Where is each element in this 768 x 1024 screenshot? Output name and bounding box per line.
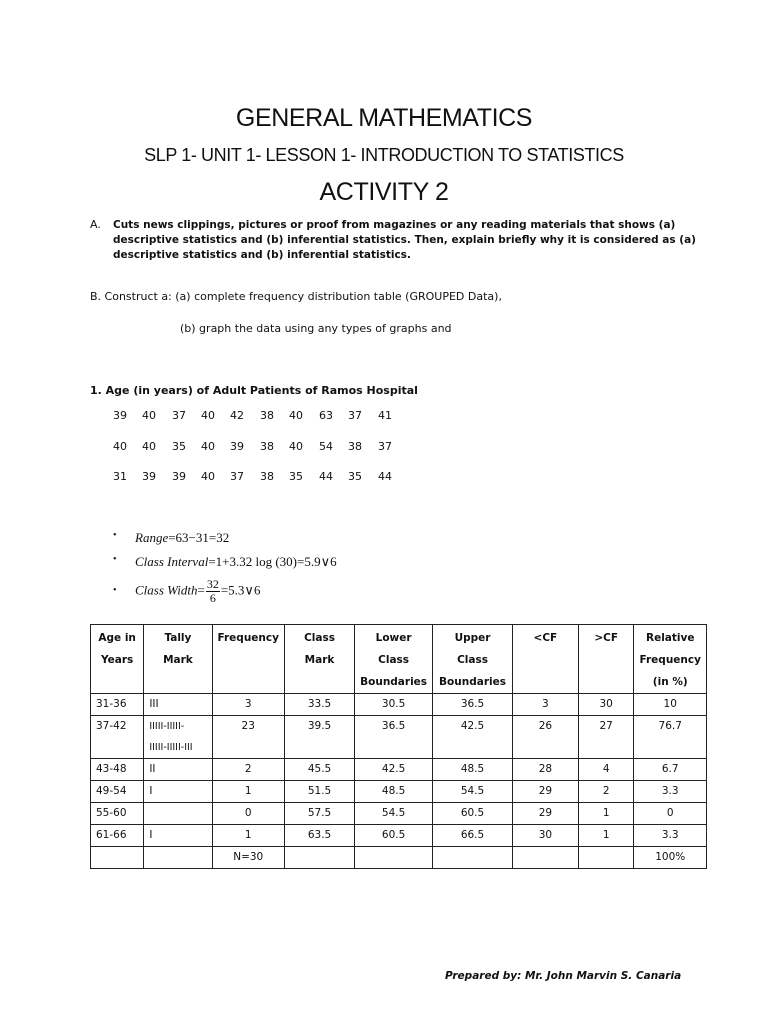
table-row — [91, 759, 707, 781]
table-cell: 29 — [512, 781, 578, 803]
instruction-b-line1: B. Construct a: (a) complete frequency distribution table (GROUPED Data), — [90, 290, 502, 303]
data-value: 40 — [201, 470, 215, 483]
table-cell: 10 — [634, 694, 707, 716]
table-cell: IIIII-IIIII- IIIII-IIIII-III — [144, 716, 212, 759]
table-row — [91, 825, 707, 847]
table-cell: 49-54 — [91, 781, 144, 803]
formula-expression: =1+3.32 log ⁡(30)=5.9∨6 — [208, 554, 337, 569]
header-frequency: Frequency — [212, 625, 284, 694]
table-cell — [433, 847, 513, 869]
formula-label: Class Width — [135, 582, 198, 598]
header-tally: Tally Mark — [144, 625, 212, 694]
table-cell: 3 — [212, 694, 284, 716]
table-cell: 60.5 — [433, 803, 513, 825]
table-cell: 66.5 — [433, 825, 513, 847]
bullet-icon: • — [113, 585, 117, 596]
table-cell: 36.5 — [355, 716, 433, 759]
table-cell: 43-48 — [91, 759, 144, 781]
table-cell: 54.5 — [433, 781, 513, 803]
data-value: 31 — [113, 470, 127, 483]
activity-heading: ACTIVITY 2 — [319, 178, 449, 206]
total-relative-frequency: 100% — [634, 847, 707, 869]
table-cell: 36.5 — [433, 694, 513, 716]
table-cell — [355, 847, 433, 869]
document-title: GENERAL MATHEMATICS — [235, 104, 533, 132]
table-cell: 1 — [578, 803, 634, 825]
data-value: 40 — [142, 440, 156, 453]
table-cell — [91, 847, 144, 869]
table-row — [91, 781, 707, 803]
data-value: 63 — [319, 409, 333, 422]
table-cell: 28 — [512, 759, 578, 781]
table-cell: 30.5 — [355, 694, 433, 716]
table-cell: 30 — [512, 825, 578, 847]
header-greater-than-cf: >CF — [578, 625, 634, 694]
fraction-numerator: 32 — [206, 577, 219, 591]
instruction-b-line2: (b) graph the data using any types of graphs and — [180, 322, 452, 335]
data-value: 40 — [201, 440, 215, 453]
table-cell — [284, 847, 354, 869]
data-value: 41 — [378, 409, 392, 422]
fraction-denominator: 6 — [209, 591, 216, 605]
table-cell: 42.5 — [433, 716, 513, 759]
total-frequency: N=30 — [212, 847, 284, 869]
data-value: 38 — [260, 409, 274, 422]
table-cell: 39.5 — [284, 716, 354, 759]
table-row — [91, 803, 707, 825]
formula-equals: = — [197, 582, 205, 598]
data-value: 40 — [201, 409, 215, 422]
data-value: 39 — [230, 440, 244, 453]
table-header-row — [91, 625, 707, 694]
table-cell — [578, 847, 634, 869]
table-cell: 48.5 — [355, 781, 433, 803]
formula-expression: =5.3∨6 — [220, 582, 261, 598]
header-less-than-cf: <CF — [512, 625, 578, 694]
table-cell: 4 — [578, 759, 634, 781]
data-value: 37 — [348, 409, 362, 422]
data-value: 35 — [172, 440, 186, 453]
table-cell: III — [144, 694, 212, 716]
data-value: 35 — [348, 470, 362, 483]
header-upper-boundaries: Upper Class Boundaries — [433, 625, 513, 694]
formula-expression: =63−31=32 — [168, 530, 230, 545]
header-age: Age in Years — [91, 625, 144, 694]
table-cell: 3 — [512, 694, 578, 716]
table-cell: 0 — [634, 803, 707, 825]
table-cell: 51.5 — [284, 781, 354, 803]
table-cell: 1 — [212, 825, 284, 847]
table-cell: 3.3 — [634, 825, 707, 847]
table-row — [91, 716, 707, 759]
table-cell: 2 — [578, 781, 634, 803]
data-value: 40 — [142, 409, 156, 422]
data-value: 39 — [172, 470, 186, 483]
table-cell: 1 — [578, 825, 634, 847]
data-value: 42 — [230, 409, 244, 422]
prepared-by: Prepared by: Mr. John Marvin S. Canaria — [445, 970, 682, 982]
table-cell: 63.5 — [284, 825, 354, 847]
table-cell: 48.5 — [433, 759, 513, 781]
data-value: 40 — [289, 440, 303, 453]
table-cell: 6.7 — [634, 759, 707, 781]
data-value: 37 — [230, 470, 244, 483]
data-value: 37 — [172, 409, 186, 422]
instruction-a-text: Cuts news clippings, pictures or proof from magazines or any reading materials that shows (a) descriptive statistics and (b) inferential statistics. Then, explain briefly why it is considered as (a) descriptive statistics and (b) inferential statistics. — [113, 219, 696, 261]
table-cell — [144, 803, 212, 825]
data-value: 39 — [113, 409, 127, 422]
table-cell: 76.7 — [634, 716, 707, 759]
data-value: 44 — [378, 470, 392, 483]
table-cell: 42.5 — [355, 759, 433, 781]
table-cell: 23 — [212, 716, 284, 759]
table-cell: 29 — [512, 803, 578, 825]
table-cell: 26 — [512, 716, 578, 759]
header-lower-boundaries: Lower Class Boundaries — [355, 625, 433, 694]
bullet-icon: • — [113, 554, 117, 565]
fraction — [206, 578, 220, 605]
bullet-icon: • — [113, 530, 117, 541]
data-value: 38 — [348, 440, 362, 453]
formula-label: Range — [135, 530, 169, 545]
table-cell: I — [144, 781, 212, 803]
lesson-subtitle: SLP 1- UNIT 1- LESSON 1- INTRODUCTION TO STATISTICS — [144, 145, 624, 165]
table-total-row — [91, 847, 707, 869]
table-cell: 61-66 — [91, 825, 144, 847]
table-cell: 1 — [212, 781, 284, 803]
data-value: 40 — [113, 440, 127, 453]
table-row — [91, 694, 707, 716]
table-cell: 31-36 — [91, 694, 144, 716]
table-cell: 54.5 — [355, 803, 433, 825]
data-value: 38 — [260, 440, 274, 453]
instruction-a-letter: A. — [90, 218, 101, 231]
table-cell: 57.5 — [284, 803, 354, 825]
table-cell: 30 — [578, 694, 634, 716]
table-cell: 37-42 — [91, 716, 144, 759]
frequency-distribution-table — [90, 624, 707, 869]
dataset-title: 1. Age (in years) of Adult Patients of Ramos Hospital — [90, 384, 418, 397]
data-value: 37 — [378, 440, 392, 453]
table-cell — [512, 847, 578, 869]
table-cell: 55-60 — [91, 803, 144, 825]
data-value: 54 — [319, 440, 333, 453]
data-value: 44 — [319, 470, 333, 483]
table-cell: I — [144, 825, 212, 847]
table-cell: II — [144, 759, 212, 781]
table-cell: 3.3 — [634, 781, 707, 803]
table-cell: 27 — [578, 716, 634, 759]
table-cell: 45.5 — [284, 759, 354, 781]
data-value: 39 — [142, 470, 156, 483]
data-value: 40 — [289, 409, 303, 422]
data-value: 38 — [260, 470, 274, 483]
header-relative-frequency: Relative Frequency (in %) — [634, 625, 707, 694]
table-cell — [144, 847, 212, 869]
table-cell: 0 — [212, 803, 284, 825]
table-cell: 2 — [212, 759, 284, 781]
formula-label: Class Interval — [135, 554, 209, 569]
header-class-mark: Class Mark — [284, 625, 354, 694]
table-cell: 33.5 — [284, 694, 354, 716]
table-cell: 60.5 — [355, 825, 433, 847]
data-value: 35 — [289, 470, 303, 483]
